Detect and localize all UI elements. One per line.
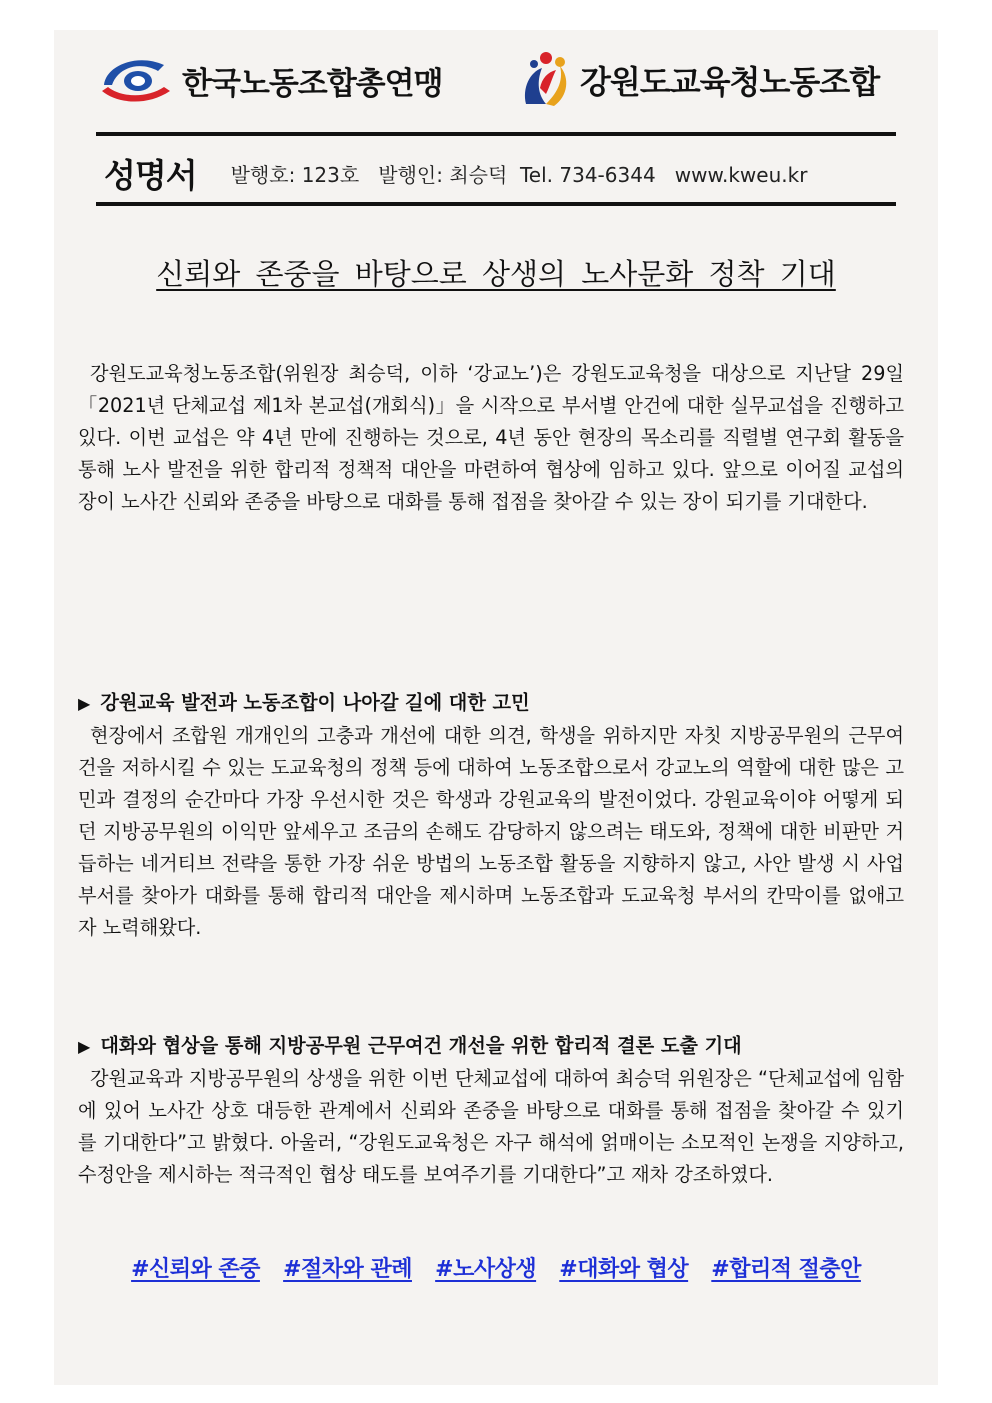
document-kind: 성명서 (104, 155, 197, 195)
hashtag-link[interactable]: #대화와 협상 (559, 1257, 689, 1282)
intro-paragraph: 강원도교육청노동조합(위원장 최승덕, 이하 ‘강교노’)은 강원도교육청을 대상으로 지난달 29일「2021년 단체교섭 제1차 본교섭(개회식)」을 시작으로 부서별 안건에 대한 실무교섭을 진행하고 있다. 이번 교섭은 약 4년 만에 진행하는 것으로, 4년 동안 현장의 목소리를 직렬별 연구회 활동을 통해 노사 발전을 위한 합리적 정책적 대안을 마련하여 협상에 임하고 있다. 앞으로 이어질 교섭의 장이 노사간 신뢰와 존중을 바탕으로 대화를 통해 접점을 찾아갈 수 있는 장이 되기를 기대한다. (78, 362, 904, 513)
org-right-name: 강원도교육청노동조합 (580, 63, 880, 101)
logo-bar (54, 30, 938, 130)
section-2 (78, 1030, 904, 1191)
section-1-heading-text: 강원교육 발전과 노동조합이 나아갈 길에 대한 고민 (100, 691, 530, 714)
section-1-heading (78, 687, 904, 720)
document-title: 신뢰와 존중을 바탕으로 상생의 노사문화 정착 기대 (156, 257, 836, 291)
hashtag-link[interactable]: #절차와 관례 (283, 1257, 412, 1282)
fkotu-emblem-icon (98, 51, 176, 109)
hashtag-link[interactable]: #신뢰와 존중 (131, 1257, 260, 1282)
header-rule-top (96, 132, 896, 136)
header-rule-bottom (96, 202, 896, 206)
fkotu-logo (98, 50, 443, 110)
kweu-logo (516, 48, 879, 112)
hashtag-link[interactable]: #노사상생 (435, 1257, 537, 1282)
section-2-body: 강원교육과 지방공무원의 상생을 위한 이번 단체교섭에 대하여 최승덕 위원장은 “단체교섭에 임함에 있어 노사간 상호 대등한 관계에서 신뢰와 존중을 바탕으로 대화를 통해 접점을 찾아갈 수 있기를 기대한다”고 밝혔다. 아울러, “강원도교육청은 자구 해석에 얽매이는 소모적인 논쟁을 지양하고, 수정안을 제시하는 적극적인 협상 태도를 보여주기를 기대한다”고 재차 강조하였다. (78, 1067, 904, 1186)
hashtag-link[interactable]: #합리적 절충안 (711, 1257, 861, 1282)
section-2-heading-text: 대화와 협상을 통해 지방공무원 근무여건 개선을 위한 합리적 결론 도출 기대 (100, 1034, 742, 1057)
section-1 (78, 687, 904, 944)
masthead (104, 148, 894, 198)
org-left-name: 한국노동조합총연맹 (182, 65, 443, 102)
bullet-triangle-icon: ▶ (78, 694, 91, 713)
publication-meta: 발행호: 123호 발행인: 최승덕 Tel. 734-6344 www.kweu.kr (230, 162, 808, 187)
document-page (54, 30, 938, 1385)
section-1-body: 현장에서 조합원 개개인의 고충과 개선에 대한 의견, 학생을 위하지만 자칫 지방공무원의 근무여건을 저하시킬 수 있는 도교육청의 정책 등에 대하여 노동조합으로서 강교노의 역할에 대한 많은 고민과 결정의 순간마다 가장 우선시한 것은 학생과 강원교육의 발전이었다. 강원교육이야 어떻게 되던 지방공무원의 이익만 앞세우고 조금의 손해도 감당하지 않으려는 태도와, 정책에 대한 비판만 거듭하는 네거티브 전략을 통한 가장 쉬운 방법의 노동조합 활동을 지향하지 않고, 사안 발생 시 사업부서를 찾아가 대화를 통해 합리적 대안을 제시하며 노동조합과 도교육청 부서의 칸막이를 없애고자 노력해왔다. (78, 724, 904, 939)
section-2-heading (78, 1030, 904, 1063)
kweu-emblem-icon (516, 48, 576, 112)
hashtag-line (54, 1252, 938, 1283)
bullet-triangle-icon: ▶ (78, 1037, 91, 1056)
